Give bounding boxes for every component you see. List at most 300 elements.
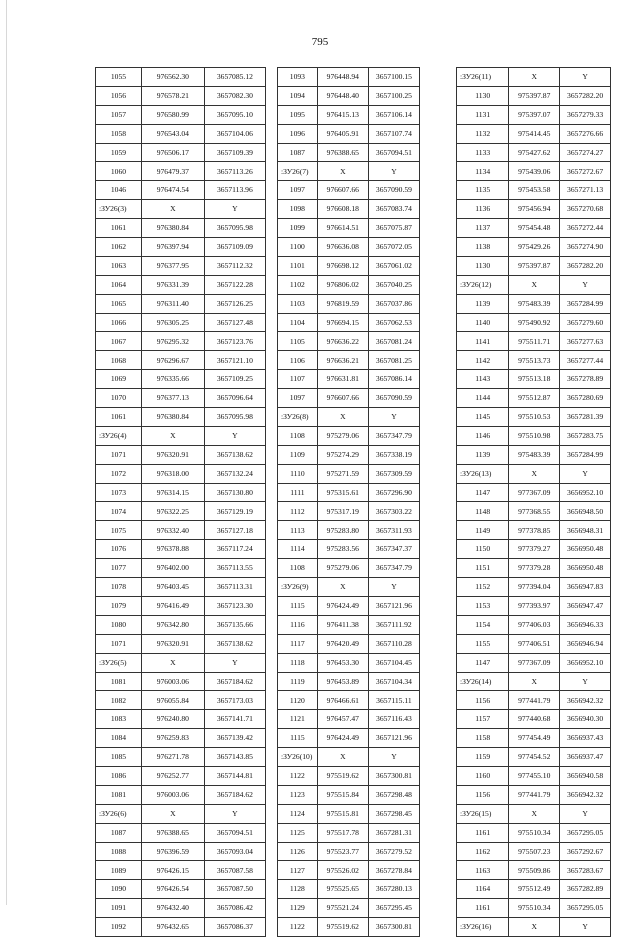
point-number-cell: 1098 <box>278 200 318 219</box>
table-row <box>96 785 266 804</box>
x-coordinate-cell: 975427.62 <box>509 143 560 162</box>
table-row <box>278 559 420 578</box>
point-number-cell: 1156 <box>457 691 509 710</box>
y-header-cell: Y <box>368 748 419 767</box>
x-coordinate-cell: 976819.59 <box>317 294 368 313</box>
table-row <box>457 899 611 918</box>
table-row <box>278 351 420 370</box>
point-number-cell: 1135 <box>457 181 509 200</box>
x-coordinate-cell: 977379.28 <box>509 559 560 578</box>
point-number-cell: 1112 <box>278 502 318 521</box>
y-coordinate-cell: 3657277.44 <box>560 351 611 370</box>
x-coordinate-cell: 976271.78 <box>141 748 204 767</box>
point-number-cell: 1154 <box>457 615 509 634</box>
point-number-cell: 1120 <box>278 691 318 710</box>
x-coordinate-cell: 975519.62 <box>317 766 368 785</box>
table-row <box>96 842 266 861</box>
x-coordinate-cell: 976578.21 <box>141 86 204 105</box>
point-number-cell: 1093 <box>278 68 318 87</box>
x-coordinate-cell: 976806.02 <box>317 275 368 294</box>
table-row <box>96 578 266 597</box>
table-row <box>278 426 420 445</box>
x-coordinate-cell: 977368.55 <box>509 502 560 521</box>
x-coordinate-cell: 976448.40 <box>317 86 368 105</box>
point-number-cell: 1075 <box>96 521 142 540</box>
point-number-cell: 1079 <box>96 596 142 615</box>
x-coordinate-cell: 976466.61 <box>317 691 368 710</box>
parcel-label-cell: :ЗУ26(10) <box>278 748 318 767</box>
table-row <box>457 181 611 200</box>
y-coordinate-cell: 3657100.15 <box>368 68 419 87</box>
y-coordinate-cell: 3657184.62 <box>204 785 265 804</box>
point-number-cell: 1090 <box>96 880 142 899</box>
table-row <box>96 540 266 559</box>
x-coordinate-cell: 977441.79 <box>509 691 560 710</box>
y-coordinate-cell: 3657086.14 <box>368 370 419 389</box>
table-row <box>278 502 420 521</box>
y-coordinate-cell: 3657274.27 <box>560 143 611 162</box>
x-coordinate-cell: 975453.58 <box>509 181 560 200</box>
point-number-cell: 1059 <box>96 143 142 162</box>
table-row <box>96 294 266 313</box>
y-coordinate-cell: 3657270.68 <box>560 200 611 219</box>
page-number: 795 <box>311 36 329 48</box>
table-row <box>278 238 420 257</box>
point-number-cell: 1121 <box>278 710 318 729</box>
table-row <box>457 143 611 162</box>
x-coordinate-cell: 976432.40 <box>141 899 204 918</box>
y-header-cell: Y <box>560 804 611 823</box>
y-coordinate-cell: 3657095.10 <box>204 105 265 124</box>
point-number-cell: 1104 <box>278 313 318 332</box>
table-row <box>457 294 611 313</box>
table-row <box>96 691 266 710</box>
point-number-cell: 1113 <box>278 521 318 540</box>
table-row <box>457 351 611 370</box>
point-number-cell: 1065 <box>96 294 142 313</box>
x-coordinate-cell: 976420.49 <box>317 634 368 653</box>
x-coordinate-cell: 976457.47 <box>317 710 368 729</box>
table-row <box>278 464 420 483</box>
x-coordinate-cell: 976479.37 <box>141 162 204 181</box>
y-coordinate-cell: 3657116.43 <box>368 710 419 729</box>
table-row <box>278 68 420 87</box>
y-coordinate-cell: 3657127.48 <box>204 313 265 332</box>
y-coordinate-cell: 3657298.45 <box>368 804 419 823</box>
y-coordinate-cell: 3657280.13 <box>368 880 419 899</box>
x-coordinate-cell: 977454.52 <box>509 748 560 767</box>
y-coordinate-cell: 3657272.44 <box>560 219 611 238</box>
point-number-cell: 1141 <box>457 332 509 351</box>
y-coordinate-cell: 3656952.10 <box>560 483 611 502</box>
y-coordinate-cell: 3657040.25 <box>368 275 419 294</box>
table-row <box>96 672 266 691</box>
x-coordinate-cell: 976424.49 <box>317 596 368 615</box>
point-number-cell: 1101 <box>278 256 318 275</box>
y-coordinate-cell: 3657296.90 <box>368 483 419 502</box>
x-coordinate-cell: 976608.18 <box>317 200 368 219</box>
x-coordinate-cell: 976415.13 <box>317 105 368 124</box>
point-number-cell: 1078 <box>96 578 142 597</box>
table-row <box>96 634 266 653</box>
table-row <box>457 842 611 861</box>
parcel-label-cell: :ЗУ26(5) <box>96 653 142 672</box>
table-row <box>457 445 611 464</box>
x-coordinate-cell: 976335.66 <box>141 370 204 389</box>
point-number-cell: 1099 <box>278 219 318 238</box>
parcel-label-cell: :ЗУ26(15) <box>457 804 509 823</box>
table-row <box>278 294 420 313</box>
x-coordinate-cell: 977367.09 <box>509 483 560 502</box>
y-coordinate-cell: 3657274.90 <box>560 238 611 257</box>
x-coordinate-cell: 975279.06 <box>317 426 368 445</box>
parcel-header-row <box>278 748 420 767</box>
table-row <box>457 578 611 597</box>
x-coordinate-cell: 976320.91 <box>141 634 204 653</box>
table-row <box>457 521 611 540</box>
x-coordinate-cell: 975317.19 <box>317 502 368 521</box>
x-header-cell: X <box>509 918 560 937</box>
point-number-cell: 1106 <box>278 351 318 370</box>
parcel-label-cell: :ЗУ26(7) <box>278 162 318 181</box>
y-coordinate-cell: 3657115.11 <box>368 691 419 710</box>
y-coordinate-cell: 3657130.80 <box>204 483 265 502</box>
x-coordinate-cell: 976432.65 <box>141 918 204 937</box>
point-number-cell: 1115 <box>278 729 318 748</box>
point-number-cell: 1116 <box>278 615 318 634</box>
y-coordinate-cell: 3657087.58 <box>204 861 265 880</box>
x-coordinate-cell: 977394.04 <box>509 578 560 597</box>
table-row <box>457 200 611 219</box>
y-coordinate-cell: 3656940.30 <box>560 710 611 729</box>
point-number-cell: 1110 <box>278 464 318 483</box>
point-number-cell: 1130 <box>457 86 509 105</box>
table-row <box>278 918 420 937</box>
y-coordinate-cell: 3657113.96 <box>204 181 265 200</box>
table-row <box>278 861 420 880</box>
x-coordinate-cell: 975512.87 <box>509 389 560 408</box>
point-number-cell: 1085 <box>96 748 142 767</box>
point-number-cell: 1146 <box>457 426 509 445</box>
point-number-cell: 1149 <box>457 521 509 540</box>
point-number-cell: 1102 <box>278 275 318 294</box>
point-number-cell: 1130 <box>457 256 509 275</box>
x-coordinate-cell: 977393.97 <box>509 596 560 615</box>
y-coordinate-cell: 3657298.48 <box>368 785 419 804</box>
point-number-cell: 1089 <box>96 861 142 880</box>
y-coordinate-cell: 3656948.50 <box>560 502 611 521</box>
x-coordinate-cell: 975274.29 <box>317 445 368 464</box>
y-coordinate-cell: 3657121.10 <box>204 351 265 370</box>
y-coordinate-cell: 3657087.50 <box>204 880 265 899</box>
table-row <box>278 275 420 294</box>
table-row <box>96 559 266 578</box>
table-row <box>96 596 266 615</box>
point-number-cell: 1105 <box>278 332 318 351</box>
table-row <box>96 766 266 785</box>
y-coordinate-cell: 3657277.63 <box>560 332 611 351</box>
x-coordinate-cell: 976426.54 <box>141 880 204 899</box>
table-row <box>96 899 266 918</box>
point-number-cell: 1118 <box>278 653 318 672</box>
parcel-header-row <box>96 804 266 823</box>
point-number-cell: 1096 <box>278 124 318 143</box>
table-row <box>457 540 611 559</box>
x-header-cell: X <box>509 68 560 87</box>
y-coordinate-cell: 3657283.67 <box>560 861 611 880</box>
y-coordinate-cell: 3657082.30 <box>204 86 265 105</box>
parcel-header-row <box>457 464 611 483</box>
point-number-cell: 1142 <box>457 351 509 370</box>
table-row <box>457 559 611 578</box>
table-row <box>96 464 266 483</box>
x-coordinate-cell: 976402.00 <box>141 559 204 578</box>
parcel-label-cell: :ЗУ26(8) <box>278 408 318 427</box>
point-number-cell: 1108 <box>278 426 318 445</box>
table-row <box>278 691 420 710</box>
table-row <box>457 653 611 672</box>
table-row <box>457 313 611 332</box>
y-header-cell: Y <box>204 200 265 219</box>
parcel-header-row <box>457 68 611 87</box>
table-row <box>278 729 420 748</box>
x-coordinate-cell: 976295.32 <box>141 332 204 351</box>
point-number-cell: 1127 <box>278 861 318 880</box>
y-coordinate-cell: 3657106.14 <box>368 105 419 124</box>
point-number-cell: 1064 <box>96 275 142 294</box>
point-number-cell: 1150 <box>457 540 509 559</box>
y-coordinate-cell: 3657284.99 <box>560 445 611 464</box>
x-coordinate-cell: 976314.15 <box>141 483 204 502</box>
point-number-cell: 1163 <box>457 861 509 880</box>
table-row <box>457 596 611 615</box>
table-row <box>457 766 611 785</box>
y-header-cell: Y <box>204 804 265 823</box>
y-coordinate-cell: 3656950.48 <box>560 559 611 578</box>
y-coordinate-cell: 3657132.24 <box>204 464 265 483</box>
point-number-cell: 1114 <box>278 540 318 559</box>
table-row <box>278 483 420 502</box>
table-row <box>457 332 611 351</box>
table-row <box>457 748 611 767</box>
table-row <box>96 880 266 899</box>
table-row <box>96 256 266 275</box>
x-coordinate-cell: 976397.94 <box>141 238 204 257</box>
point-number-cell: 1088 <box>96 842 142 861</box>
point-number-cell: 1087 <box>278 143 318 162</box>
table-row <box>96 162 266 181</box>
table-row <box>278 899 420 918</box>
table-row <box>96 389 266 408</box>
x-coordinate-cell: 976636.22 <box>317 332 368 351</box>
point-number-cell: 1111 <box>278 483 318 502</box>
parcel-header-row <box>96 426 266 445</box>
table-row <box>457 710 611 729</box>
point-number-cell: 1074 <box>96 502 142 521</box>
x-coordinate-cell: 976252.77 <box>141 766 204 785</box>
point-number-cell: 1147 <box>457 483 509 502</box>
y-coordinate-cell: 3657090.59 <box>368 389 419 408</box>
table-row <box>278 672 420 691</box>
table-row <box>457 389 611 408</box>
parcel-header-row <box>457 804 611 823</box>
table-row <box>278 370 420 389</box>
y-coordinate-cell: 3657109.25 <box>204 370 265 389</box>
table-row <box>96 68 266 87</box>
x-coordinate-cell: 975515.81 <box>317 804 368 823</box>
point-number-cell: 1076 <box>96 540 142 559</box>
x-coordinate-cell: 976636.21 <box>317 351 368 370</box>
point-number-cell: 1157 <box>457 710 509 729</box>
y-coordinate-cell: 3657081.24 <box>368 332 419 351</box>
table-row <box>96 408 266 427</box>
x-coordinate-cell: 975523.77 <box>317 842 368 861</box>
point-number-cell: 1063 <box>96 256 142 275</box>
table-row <box>278 766 420 785</box>
point-number-cell: 1161 <box>457 823 509 842</box>
parcel-label-cell: :ЗУ26(6) <box>96 804 142 823</box>
point-number-cell: 1136 <box>457 200 509 219</box>
table-row <box>96 86 266 105</box>
point-number-cell: 1160 <box>457 766 509 785</box>
point-number-cell: 1108 <box>278 559 318 578</box>
table-row <box>96 502 266 521</box>
parcel-header-row <box>278 578 420 597</box>
x-coordinate-cell: 976580.99 <box>141 105 204 124</box>
x-header-cell: X <box>317 408 368 427</box>
parcel-label-cell: :ЗУ26(3) <box>96 200 142 219</box>
y-coordinate-cell: 3657100.25 <box>368 86 419 105</box>
y-coordinate-cell: 3657276.66 <box>560 124 611 143</box>
point-number-cell: 1148 <box>457 502 509 521</box>
x-coordinate-cell: 976322.25 <box>141 502 204 521</box>
point-number-cell: 1061 <box>96 219 142 238</box>
x-coordinate-cell: 977378.85 <box>509 521 560 540</box>
parcel-header-row <box>96 653 266 672</box>
y-header-cell: Y <box>204 426 265 445</box>
point-number-cell: 1119 <box>278 672 318 691</box>
y-header-cell: Y <box>560 464 611 483</box>
table-row <box>457 861 611 880</box>
x-header-cell: X <box>141 653 204 672</box>
x-coordinate-cell: 977406.03 <box>509 615 560 634</box>
table-row <box>457 729 611 748</box>
y-coordinate-cell: 3657096.64 <box>204 389 265 408</box>
table-row <box>278 389 420 408</box>
table-row <box>278 842 420 861</box>
y-coordinate-cell: 3657311.93 <box>368 521 419 540</box>
point-number-cell: 1140 <box>457 313 509 332</box>
y-header-cell: Y <box>560 275 611 294</box>
point-number-cell: 1061 <box>96 408 142 427</box>
point-number-cell: 1068 <box>96 351 142 370</box>
point-number-cell: 1094 <box>278 86 318 105</box>
point-number-cell: 1103 <box>278 294 318 313</box>
y-header-cell: Y <box>560 672 611 691</box>
y-coordinate-cell: 3656950.48 <box>560 540 611 559</box>
y-coordinate-cell: 3657117.24 <box>204 540 265 559</box>
point-number-cell: 1091 <box>96 899 142 918</box>
y-coordinate-cell: 3657283.75 <box>560 426 611 445</box>
table-row <box>278 615 420 634</box>
y-coordinate-cell: 3656952.10 <box>560 653 611 672</box>
x-coordinate-cell: 975512.49 <box>509 880 560 899</box>
point-number-cell: 1131 <box>457 105 509 124</box>
y-coordinate-cell: 3657139.42 <box>204 729 265 748</box>
point-number-cell: 1147 <box>457 653 509 672</box>
y-coordinate-cell: 3657278.84 <box>368 861 419 880</box>
y-coordinate-cell: 3657138.62 <box>204 634 265 653</box>
x-coordinate-cell: 975483.39 <box>509 445 560 464</box>
point-number-cell: 1092 <box>96 918 142 937</box>
y-coordinate-cell: 3657292.67 <box>560 842 611 861</box>
table-row <box>96 351 266 370</box>
y-coordinate-cell: 3657113.31 <box>204 578 265 597</box>
x-coordinate-cell: 976694.15 <box>317 313 368 332</box>
y-coordinate-cell: 3657111.92 <box>368 615 419 634</box>
point-number-cell: 1070 <box>96 389 142 408</box>
x-coordinate-cell: 976424.49 <box>317 729 368 748</box>
table-row <box>278 653 420 672</box>
x-coordinate-cell: 975510.98 <box>509 426 560 445</box>
y-coordinate-cell: 3657282.20 <box>560 86 611 105</box>
table-row <box>457 105 611 124</box>
table-row <box>96 275 266 294</box>
table-row <box>457 502 611 521</box>
y-coordinate-cell: 3657347.79 <box>368 426 419 445</box>
x-coordinate-cell: 976377.95 <box>141 256 204 275</box>
y-coordinate-cell: 3657271.13 <box>560 181 611 200</box>
x-coordinate-cell: 975397.07 <box>509 105 560 124</box>
y-coordinate-cell: 3657338.19 <box>368 445 419 464</box>
point-number-cell: 1156 <box>457 785 509 804</box>
y-header-cell: Y <box>368 162 419 181</box>
point-number-cell: 1097 <box>278 181 318 200</box>
point-number-cell: 1081 <box>96 672 142 691</box>
point-number-cell: 1055 <box>96 68 142 87</box>
y-coordinate-cell: 3657123.76 <box>204 332 265 351</box>
y-coordinate-cell: 3657104.34 <box>368 672 419 691</box>
y-coordinate-cell: 3657083.74 <box>368 200 419 219</box>
parcel-label-cell: :ЗУ26(16) <box>457 918 509 937</box>
parcel-label-cell: :ЗУ26(11) <box>457 68 509 87</box>
table-row <box>278 124 420 143</box>
x-coordinate-cell: 975397.87 <box>509 256 560 275</box>
y-coordinate-cell: 3657094.51 <box>368 143 419 162</box>
x-coordinate-cell: 976305.25 <box>141 313 204 332</box>
x-coordinate-cell: 975521.24 <box>317 899 368 918</box>
x-header-cell: X <box>509 275 560 294</box>
parcel-label-cell: :ЗУ26(13) <box>457 464 509 483</box>
x-coordinate-cell: 977441.79 <box>509 785 560 804</box>
point-number-cell: 1062 <box>96 238 142 257</box>
x-header-cell: X <box>317 578 368 597</box>
x-coordinate-cell: 976378.88 <box>141 540 204 559</box>
x-header-cell: X <box>141 426 204 445</box>
point-number-cell: 1122 <box>278 766 318 785</box>
table-row <box>278 880 420 899</box>
x-coordinate-cell: 976240.80 <box>141 710 204 729</box>
y-coordinate-cell: 3657086.42 <box>204 899 265 918</box>
y-coordinate-cell: 3657281.39 <box>560 408 611 427</box>
x-coordinate-cell: 975439.06 <box>509 162 560 181</box>
x-coordinate-cell: 975510.34 <box>509 899 560 918</box>
point-number-cell: 1100 <box>278 238 318 257</box>
x-coordinate-cell: 975456.94 <box>509 200 560 219</box>
point-number-cell: 1132 <box>457 124 509 143</box>
x-coordinate-cell: 976320.91 <box>141 445 204 464</box>
x-coordinate-cell: 976698.12 <box>317 256 368 275</box>
